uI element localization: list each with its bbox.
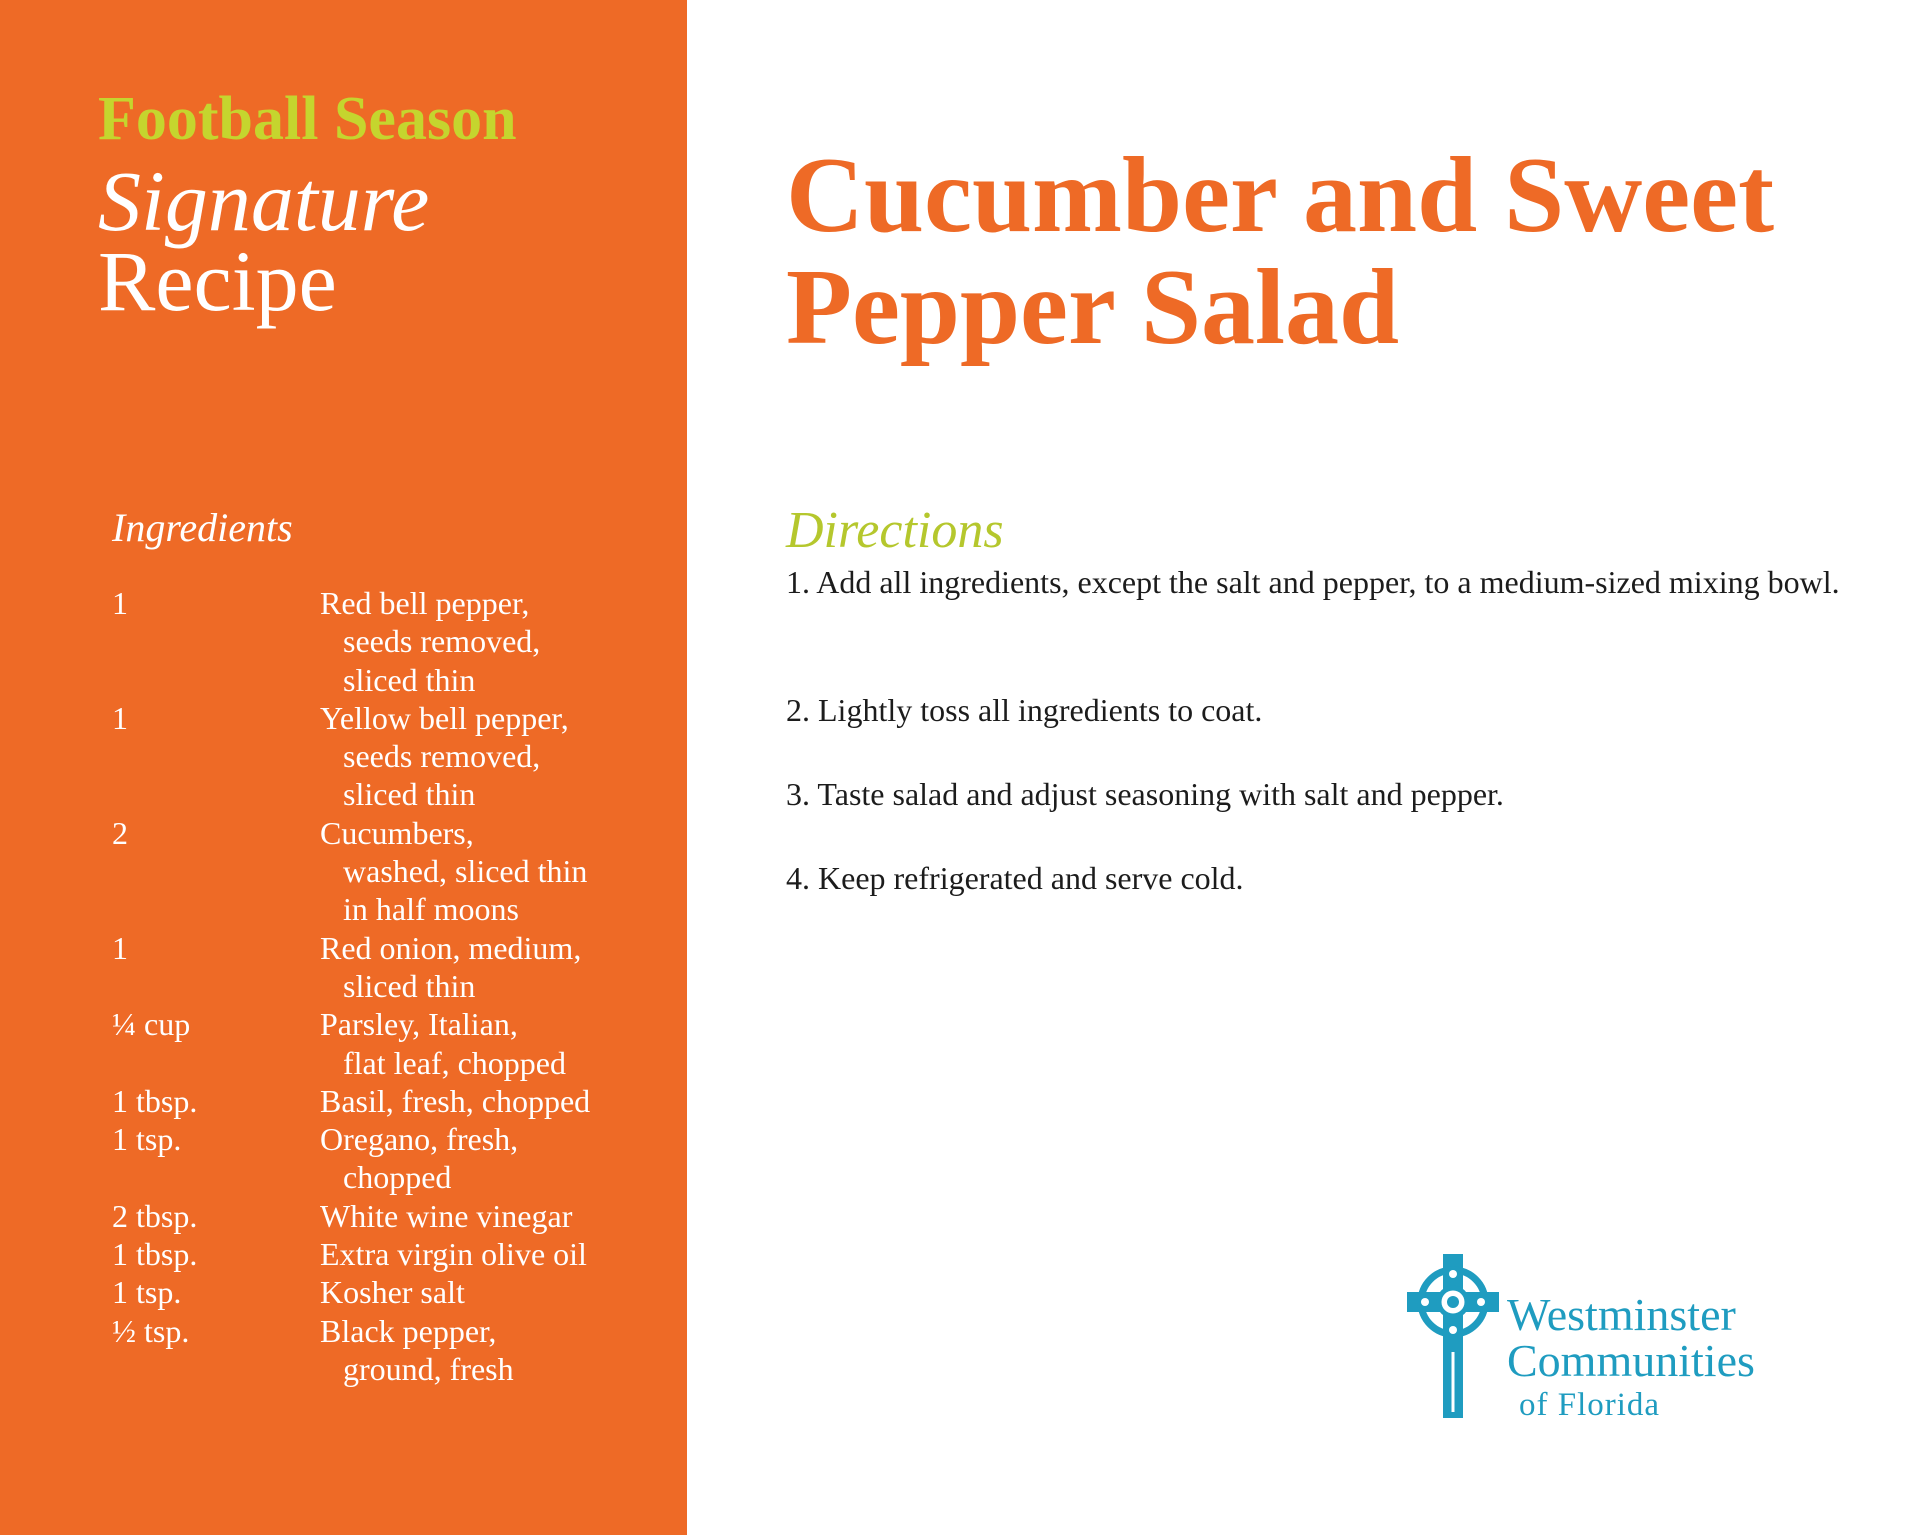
- ingredient-description: [320, 1082, 672, 1120]
- ingredient-line: Black pepper,: [320, 1312, 497, 1349]
- ingredient-row: [112, 1005, 672, 1082]
- ingredient-line: ground, fresh: [343, 1350, 514, 1387]
- ingredient-line: sliced thin: [343, 967, 476, 1004]
- ingredient-row: [112, 1197, 672, 1235]
- ingredient-description: [320, 1005, 672, 1082]
- ingredient-row: [112, 814, 672, 929]
- ingredient-line: sliced thin: [343, 776, 476, 813]
- ingredient-description: [320, 1312, 672, 1389]
- logo-text: [1507, 1289, 1755, 1426]
- ingredient-line: Kosher salt: [320, 1274, 465, 1311]
- ingredient-quantity: 1 tbsp.: [112, 1082, 198, 1119]
- direction-step-3: 3. Taste salad and adjust seasoning with salt and pepper.: [786, 776, 1504, 812]
- recipe-title-line-2: Pepper Salad: [786, 248, 1400, 367]
- ingredient-row: [112, 1082, 672, 1120]
- recipe-title-line-1: Cucumber and Sweet: [786, 136, 1775, 255]
- ingredient-quantity: 1 tbsp.: [112, 1236, 198, 1273]
- ingredient-description: [320, 1197, 672, 1235]
- ingredient-description: [320, 584, 672, 699]
- ingredient-line: Yellow bell pepper,: [320, 699, 569, 736]
- ingredient-line: Basil, fresh, chopped: [320, 1082, 591, 1119]
- direction-step-4: 4. Keep refrigerated and serve cold.: [786, 860, 1244, 896]
- ingredient-line: Cucumbers,: [320, 814, 474, 851]
- ingredient-description: [320, 1273, 672, 1311]
- ingredient-row: [112, 1235, 672, 1273]
- ingredient-quantity: 1 tsp.: [112, 1121, 182, 1158]
- season-label: Football Season: [98, 85, 517, 153]
- ingredient-description: [320, 699, 672, 814]
- ingredient-line: in half moons: [343, 891, 519, 928]
- ingredient-row: [112, 1120, 672, 1197]
- ingredient-row: [112, 1273, 672, 1311]
- celtic-cross-icon: [1405, 1252, 1501, 1422]
- ingredients-list: [112, 584, 672, 1388]
- ingredient-row: [112, 699, 672, 814]
- ingredient-line: Parsley, Italian,: [320, 1006, 518, 1043]
- ingredient-line: sliced thin: [343, 661, 476, 698]
- ingredients-heading: Ingredients: [112, 505, 293, 550]
- ingredient-description: [320, 814, 672, 929]
- ingredient-line: flat leaf, chopped: [343, 1044, 566, 1081]
- ingredient-description: [320, 1120, 672, 1197]
- sidebar-panel: [0, 0, 687, 1535]
- logo-line-3: of Florida: [1519, 1387, 1661, 1423]
- ingredient-line: Red bell pepper,: [320, 585, 530, 621]
- recipe-title: [786, 136, 1866, 367]
- ingredient-line: seeds removed,: [343, 623, 541, 660]
- ingredient-description: [320, 1235, 672, 1273]
- ingredient-line: White wine vinegar: [320, 1197, 573, 1234]
- logo-line-2: Communities: [1507, 1335, 1755, 1386]
- ingredient-quantity: 1: [112, 585, 128, 621]
- ingredient-line: washed, sliced thin: [343, 853, 588, 890]
- ingredient-row: [112, 929, 672, 1006]
- ingredient-quantity: ¼ cup: [112, 1006, 191, 1043]
- ingredient-line: Extra virgin olive oil: [320, 1236, 587, 1273]
- ingredient-line: seeds removed,: [343, 738, 541, 775]
- ingredient-row: [112, 584, 672, 699]
- recipe-label: Recipe: [98, 233, 337, 329]
- ingredient-quantity: 1: [112, 929, 128, 966]
- ingredient-line: chopped: [343, 1159, 452, 1196]
- directions-heading: Directions: [786, 502, 1004, 559]
- ingredient-quantity: ½ tsp.: [112, 1312, 190, 1349]
- ingredient-quantity: 1: [112, 699, 128, 736]
- logo-line-1: Westminster: [1507, 1289, 1736, 1340]
- westminster-logo: [1405, 1252, 1825, 1427]
- ingredient-line: Red onion, medium,: [320, 929, 582, 966]
- ingredient-quantity: 1 tsp.: [112, 1274, 182, 1311]
- signature-label: Signature: [98, 153, 430, 249]
- ingredient-line: Oregano, fresh,: [320, 1121, 519, 1158]
- ingredient-quantity: 2: [112, 814, 128, 851]
- ingredient-row: [112, 1312, 672, 1389]
- direction-step-2: 2. Lightly toss all ingredients to coat.: [786, 692, 1263, 728]
- ingredient-quantity: 2 tbsp.: [112, 1197, 198, 1234]
- direction-step-1: 1. Add all ingredients, except the salt and pepper, to a medium-sized mixing bowl.: [786, 564, 1840, 600]
- ingredient-description: [320, 929, 672, 1006]
